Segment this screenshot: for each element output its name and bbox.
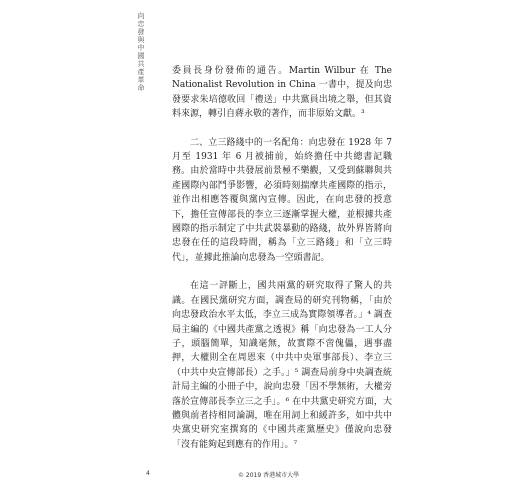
body-text	[172, 64, 392, 466]
copyright-line: © 2019 香港城市大學	[238, 472, 300, 479]
paragraph-3: 在這一評斷上，國共兩黨的研究取得了驚人的共識。在國民黨研究方面，調查局的研究刊物稱，「由於向忠發政治水平太低，李立三成為實際領導者。」⁴ 調查局主編的《中國共產黨之透視》稱「向忠發為一工人分子，頭腦簡單，知識毫無，故實際不啻傀儡，遇事盡押，大權則全在周恩來（中共中央軍事部長）、李立三（中共中央宣傳部長）之手。」⁵ 調查局前身中央調查統計局主編的小冊子中，說向忠發「因不學無術，大權旁落於宣傳部長李立三之手」。⁶ 在中共黨史研究方面，大體與前者持相同論調，唯在用詞上和緩許多，如中共中央黨史研究室撰寫的《中國共產黨歷史》僅說向忠發「沒有能夠起到應有的作用」。⁷	[172, 281, 392, 450]
running-head: 向忠發與中國共產革命	[137, 12, 145, 92]
paragraph-2: 二、立三路綫中的一名配角：向忠發在 1928 年 7 月至 1931 年 6 月被捕前，始終擔任中共總書記職務。由於當時中共發展前景極不樂觀，又受到蘇聯與共產國際內部鬥爭影響，必須時刻揣摩共產國際的指示，並作出相應答覆與黨內宣傳。因此，在向忠發的授意下，擔任宣傳部長的李立三逐漸掌握大權，並根據共產國際的指示制定了中共武裝暴動的路綫，故外界皆將向忠發在任的這段時間，稱為「立三路綫」和「立三時代」，並據此推論向忠發為一空頭書記。	[172, 137, 392, 263]
paragraph-1: 委員長身份發佈的通告。Martin Wilbur 在 The Nationalist Revolution in China 一書中，提及向忠發要求朱培德收回「禮送」中共黨員出境之舉，但其資料來源，轉引自蔣永敬的著作，而非原始文獻。³	[172, 66, 392, 120]
page-number: 4	[146, 470, 150, 477]
